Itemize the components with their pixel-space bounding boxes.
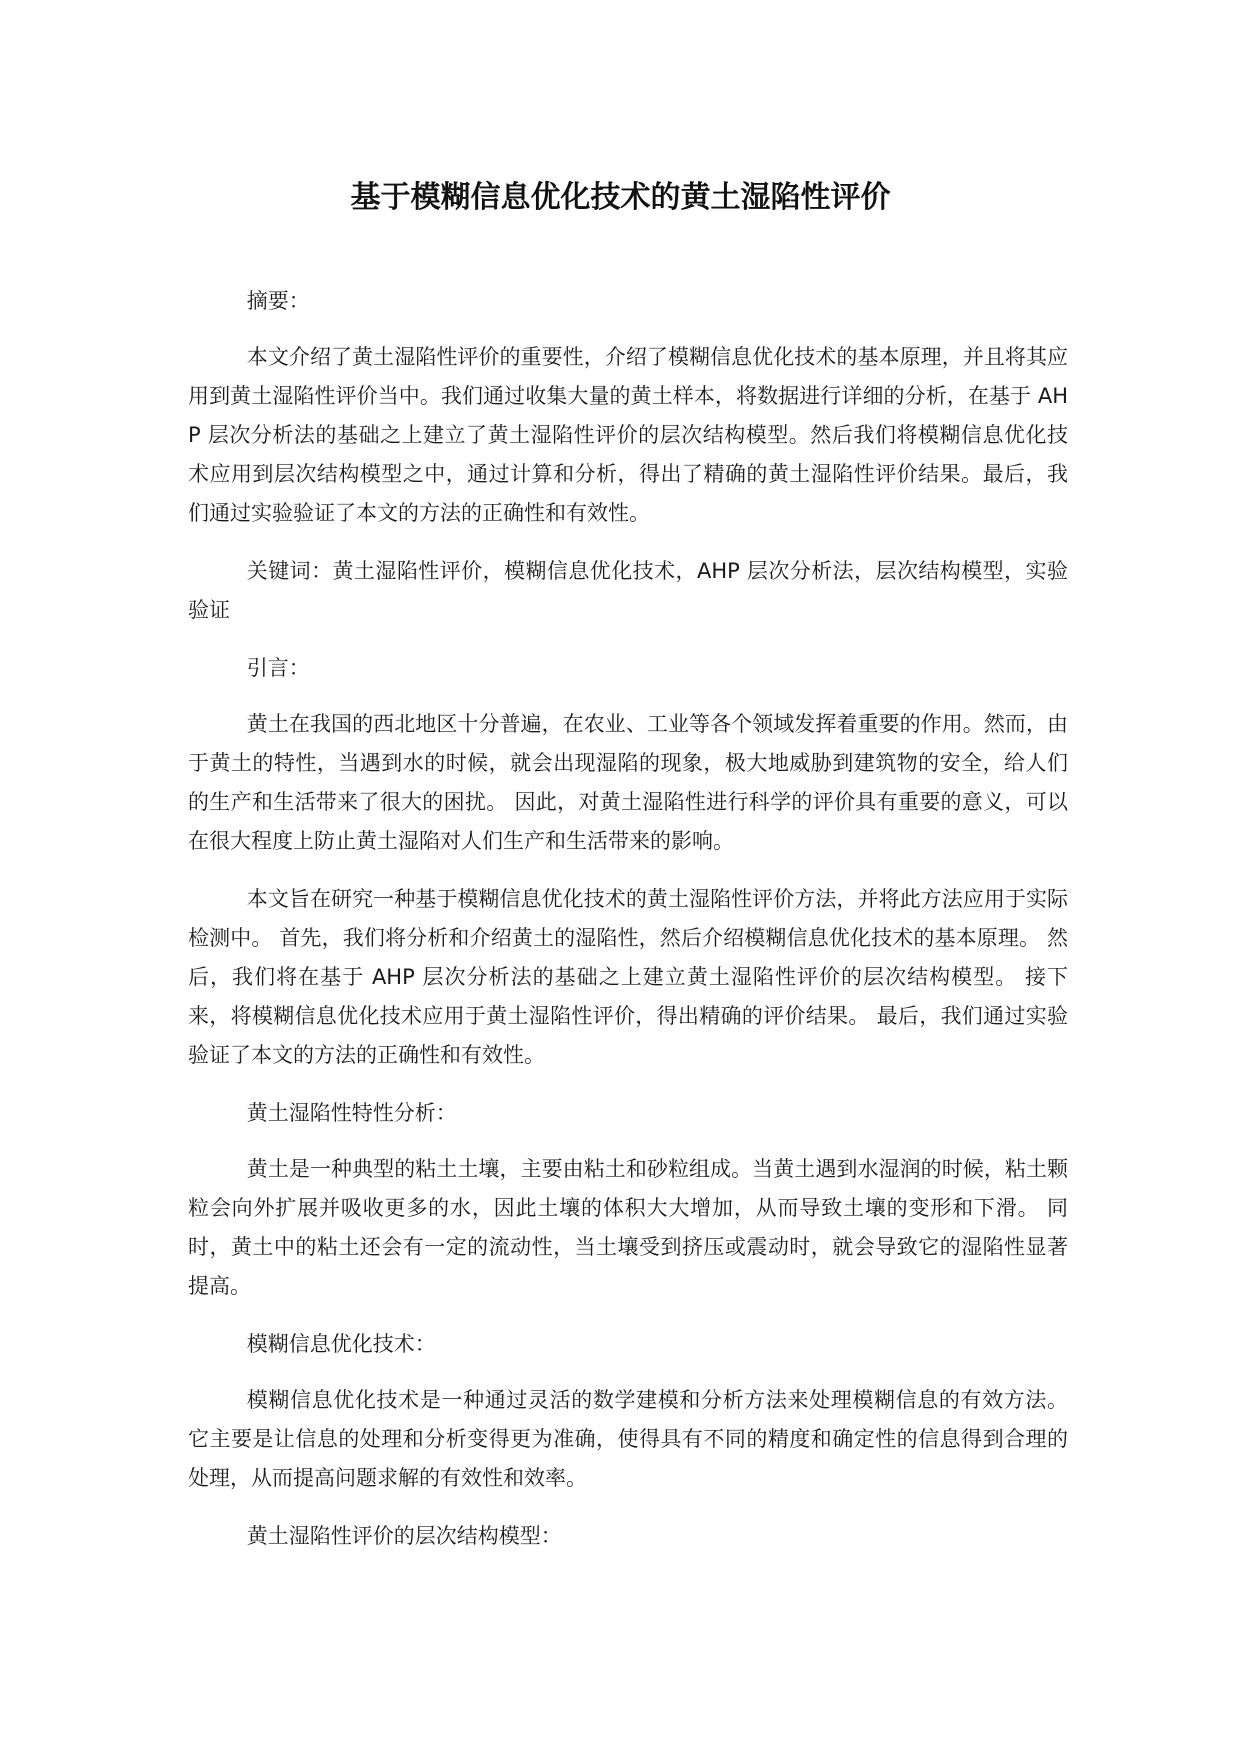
- loess-analysis-paragraph: 黄土是一种典型的粘土土壤，主要由粘土和砂粒组成。当黄土遇到水湿润的时候，粘土颗粒会向外扩展并吸收更多的水，因此土壤的体积大大增加，从而导致土壤的变形和下滑。 同时，黄土中的粘土还会有一定的流动性，当土壤受到挤压或震动时，就会导致它的湿陷性显著提高。: [188, 1157, 1068, 1298]
- abstract-heading: 摘要：: [246, 289, 310, 313]
- section-heading-loess-analysis: 黄土湿陷性特性分析：: [246, 1101, 457, 1125]
- keywords-paragraph: 关键词：黄土湿陷性评价，模糊信息优化技术，AHP 层次分析法，层次结构模型，实验验证: [188, 559, 1068, 622]
- introduction-heading: 引言：: [246, 656, 310, 680]
- introduction-paragraph-1: 黄土在我国的西北地区十分普遍，在农业、工业等各个领域发挥着重要的作用。然而，由于黄土的特性，当遇到水的时候，就会出现湿陷的现象，极大地威胁到建筑物的安全，给人们的生产和生活带来了很大的困扰。 因此，对黄土湿陷性进行科学的评价具有重要的意义，可以在很大程度上防止黄土湿陷对人们生产和生活带来的影响。: [188, 712, 1068, 853]
- document-body: [188, 282, 1068, 1573]
- fuzzy-optimization-paragraph: 模糊信息优化技术是一种通过灵活的数学建模和分析方法来处理模糊信息的有效方法。 它主要是让信息的处理和分析变得更为准确，使得具有不同的精度和确定性的信息得到合理的处理，从而提高问题求解的有效性和效率。: [188, 1388, 1068, 1490]
- section-heading-fuzzy-optimization: 模糊信息优化技术：: [246, 1332, 436, 1356]
- section-heading-hierarchy-model: 黄土湿陷性评价的层次结构模型：: [246, 1524, 562, 1548]
- introduction-paragraph-2: 本文旨在研究一种基于模糊信息优化技术的黄土湿陷性评价方法，并将此方法应用于实际检测中。 首先，我们将分析和介绍黄土的湿陷性，然后介绍模糊信息优化技术的基本原理。 然后，我们将在基于 AHP 层次分析法的基础之上建立黄土湿陷性评价的层次结构模型。 接下来，将模糊信息优化技术应用于黄土湿陷性评价，得出精确的评价结果。 最后，我们通过实验验证了本文的方法的正确性和有效性。: [188, 887, 1068, 1067]
- document-title: 基于模糊信息优化技术的黄土湿陷性评价: [350, 180, 891, 215]
- abstract-paragraph: 本文介绍了黄土湿陷性评价的重要性，介绍了模糊信息优化技术的基本原理，并且将其应用到黄土湿陷性评价当中。我们通过收集大量的黄土样本，将数据进行详细的分析，在基于 AHP 层次分析法的基础之上建立了黄土湿陷性评价的层次结构模型。然后我们将模糊信息优化技术应用到层次结构模型之中，通过计算和分析，得出了精确的黄土湿陷性评价结果。最后，我们通过实验验证了本文的方法的正确性和有效性。: [188, 345, 1068, 525]
